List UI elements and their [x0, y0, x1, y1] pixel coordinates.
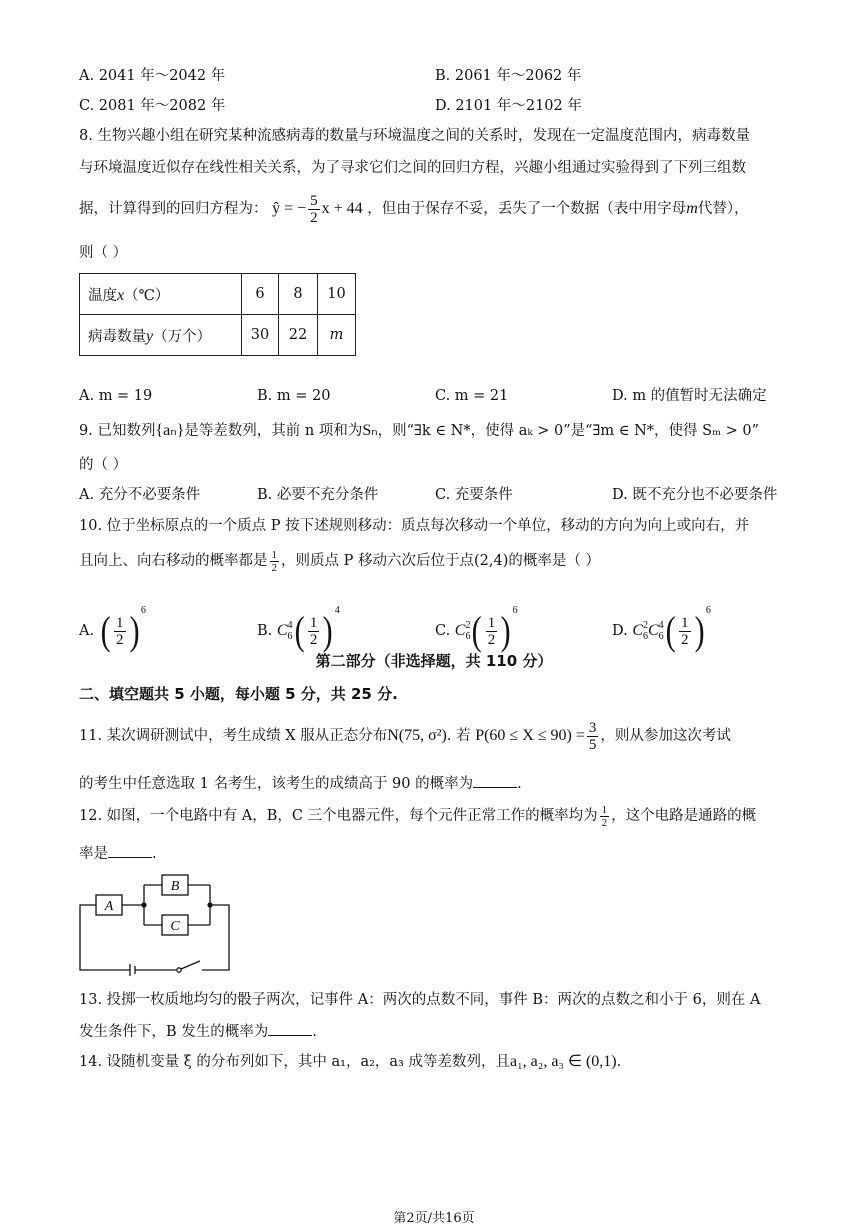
q14-line-1: 14. 设随机变量 ξ 的分布列如下，其中 a₁，a₂，a₃ 成等差数列，且a₁, a₂, a₃ ∈ (0,1).: [79, 1053, 622, 1070]
q9-option-a: A. 充分不必要条件: [79, 487, 201, 503]
component-c-label: C: [170, 919, 180, 934]
q10-option-d: D. C 2 6 C 4 6 ( $\frac{1}{2}$ ) $^6$: [612, 605, 711, 653]
page-footer: 第2页/共16页: [393, 1211, 475, 1226]
answer-blank[interactable]: [108, 843, 152, 858]
q8-option-a: A. m = 19: [79, 388, 153, 404]
part2-title: 第二部分（非选择题，共 110 分）: [315, 652, 553, 670]
q10-option-c: C. C 2 6 ( $\frac{1}{2}$ ) $^6$: [435, 605, 518, 653]
q10-line-2: 且向上、向右移动的概率都是 $\frac{1}{2}$ ，则质点 P 移动六次后位于点(2,4)的概率是（ ）: [79, 548, 600, 574]
table-row: [80, 274, 356, 315]
q8-line-2: 与环境温度近似存在线性相关关系，为了寻求它们之间的回归方程，兴趣小组通过实验得到了下列三组数: [79, 160, 746, 176]
answer-blank[interactable]: [473, 773, 517, 788]
table-cell: 30: [242, 315, 279, 356]
q8-line-4: 则（ ）: [79, 245, 128, 261]
q8-text-b: ，但由于保存不妥，丢失了一个数据（表中用字母: [367, 201, 687, 217]
row-label-temperature: 温度x（℃）: [80, 274, 242, 315]
component-b-label: B: [170, 879, 180, 894]
q7-option-c: C. 2081 年～2082 年: [79, 98, 226, 114]
q7-option-b: B. 2061 年～2062 年: [435, 68, 582, 84]
table-cell: 8: [279, 274, 318, 315]
q8-line-3: 据，计算得到的回归方程为： ŷ = − $\frac{5}{2}$ x + 44 ，但由于保存不妥，丢失了一个数据（表中用字母m代替），: [79, 192, 749, 226]
q8-text-a: 据，计算得到的回归方程为：: [79, 201, 268, 217]
component-a-label: A: [104, 899, 114, 914]
q8-line-1: 8. 生物兴趣小组在研究某种流感病毒的数量与环境温度之间的关系时，发现在一定温度范围内，病毒数量: [79, 128, 750, 144]
q9-option-b: B. 必要不充分条件: [257, 487, 379, 503]
q11-line-1: 11. 某次调研测试中，考生成绩 X 服从正态分布N(75, σ²). 若 P(60 ≤ X ≤ 90) = $\frac{3}{5}$ ，则从参加这次考试: [79, 719, 731, 753]
q12-line-2: 率是 .: [79, 843, 157, 864]
q8-option-d: D. m 的值暂时无法确定: [612, 388, 767, 404]
q9-line-2: 的（ ）: [79, 457, 128, 473]
q8-option-c: C. m = 21: [435, 388, 509, 404]
q9-line-1: 9. 已知数列{aₙ}是等差数列，其前 n 项和为Sₙ，则“∃k ∈ N*，使得 aₖ > 0”是“∃m ∈ N*，使得 Sₘ > 0”: [79, 422, 760, 439]
regression-rhs: x + 44: [321, 200, 363, 217]
table-cell: m: [318, 315, 356, 356]
q7-option-d: D. 2101 年～2102 年: [435, 98, 582, 114]
answer-blank[interactable]: [268, 1021, 312, 1036]
q13-line-2: 发生条件下，B 发生的概率为 .: [79, 1021, 317, 1042]
normal-distribution: N(75, σ²): [387, 727, 447, 744]
row-label-virus: 病毒数量y（万个）: [80, 315, 242, 356]
q10-option-b: B. C 4 6 ( $\frac{1}{2}$ ) $^4$: [257, 605, 340, 653]
table-cell: 22: [279, 315, 318, 356]
q11-line-2: 的考生中任意选取 1 名考生，该考生的成绩高于 90 的概率为 .: [79, 773, 522, 794]
circuit-diagram: [76, 868, 236, 976]
q12-line-1: 12. 如图，一个电路中有 A，B，C 三个电器元件，每个元件正常工作的概率均为 $\frac{1}{2}$ ，这个电路是通路的概: [79, 803, 757, 829]
table-row: [80, 315, 356, 356]
q10-option-a: A. ( $\frac{1}{2}$ ) $^6$: [79, 605, 146, 653]
section2-title: 二、填空题共 5 小题，每小题 5 分，共 25 分.: [79, 685, 398, 703]
q10-line-1: 10. 位于坐标原点的一个质点 P 按下述规则移动：质点每次移动一个单位，移动的方向为向上或向右，并: [79, 518, 750, 534]
q8-option-b: B. m = 20: [257, 388, 331, 404]
q9-option-c: C. 充要条件: [435, 487, 513, 503]
half-fraction: $\frac{1}{2}$: [271, 548, 277, 574]
table-cell: 10: [318, 274, 356, 315]
table-cell: 6: [242, 274, 279, 315]
probability-fraction: $\frac{3}{5}$: [588, 719, 597, 753]
q13-line-1: 13. 投掷一枚质地均匀的骰子两次，记事件 A：两次的点数不同，事件 B：两次的点数之和小于 6，则在 A: [79, 992, 761, 1008]
q7-option-a: A. 2041 年～2042 年: [79, 68, 226, 84]
data-table: [79, 273, 356, 356]
regression-lhs: ŷ = −: [272, 200, 307, 217]
regression-fraction: $\frac{5}{2}$: [310, 192, 318, 226]
q9-option-d: D. 既不充分也不必要条件: [612, 487, 778, 503]
